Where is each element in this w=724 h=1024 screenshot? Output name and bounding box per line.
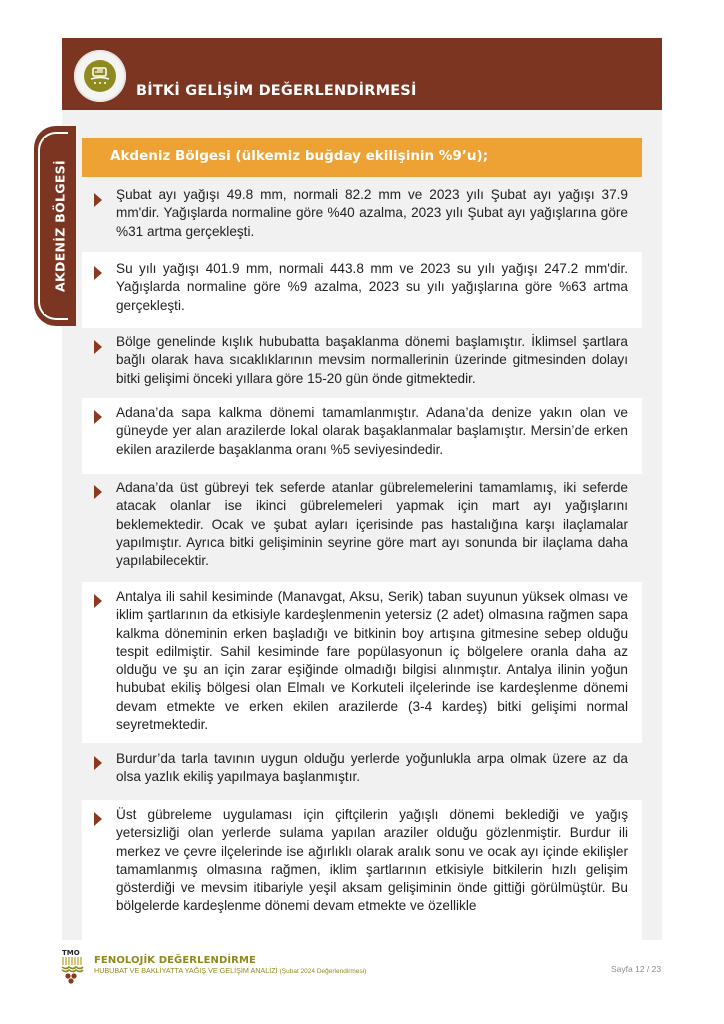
bullet-item — [82, 476, 642, 580]
section-title: Akdeniz Bölgesi (ülkemiz buğday ekilişinin %9’u); — [110, 148, 489, 164]
bullet-item — [82, 745, 642, 798]
bullet-arrow-icon — [94, 485, 102, 499]
bullet-item — [82, 178, 642, 249]
header-logo — [74, 50, 126, 102]
bullet-text: Su yılı yağışı 401.9 mm, normali 443.8 mm ve 2023 su yılı yağışı 247.2 mm'dir. Yağışlarda normaline göre %9 azalma, 2023 su yılı yağışlarına göre %63 artma gerçekleşti. — [116, 261, 628, 313]
page-title: BİTKİ GELİŞİM DEĞERLENDİRMESİ — [136, 83, 417, 99]
bullet-text: Burdur’da tarla tavının uygun olduğu yerlerde yoğunlukla arpa olmak üzere az da olsa yazlık ekiliş yapılmaya başlanmıştır. — [116, 751, 628, 785]
bullet-item — [82, 582, 642, 743]
bullet-text: Adana’da üst gübreyi tek seferde atanlar gübrelemelerini tamamlamış, iki seferde atacak olanlar ise ikinci gübrelemeleri yapmak için mart ayı yağışlarını beklemektedir. Ocak ve şubat ayları içerisinde pas hastalığına karşı ilaçlamalar yapılmıştır. Ayrıca bitki gelişiminin seyrine göre mart ayı sonunda bir ilaçlama daha yapılabilecektir. — [116, 480, 628, 569]
page-number: Sayfa 12 / 23 — [611, 964, 662, 974]
bullet-arrow-icon — [94, 340, 102, 354]
footer-subtitle-text: HUBUBAT VE BAKLİYATTA YAĞIŞ VE GELİŞİM ANALİZİ — [94, 966, 278, 975]
bullet-text: Şubat ayı yağışı 49.8 mm, normali 82.2 mm ve 2023 yılı Şubat ayı yağışı 37.9 mm'dir. Yağışlarda normaline göre %40 azalma, 2023 yılı Şubat ayı yağışlarına göre %31 artma gerçekleşti. — [116, 187, 628, 239]
bullet-item — [82, 398, 642, 474]
footer-subtitle-note: (Şubat 2024 Değerlendirmesi) — [279, 968, 367, 975]
bullet-arrow-icon — [94, 410, 102, 424]
handshake-emblem-icon — [84, 60, 116, 92]
bullet-text: Antalya ili sahil kesiminde (Manavgat, Aksu, Serik) taban suyunun yüksek olması ve iklim şartlarının da etkisiyle kardeşlenmenin yetersiz (2 adet) olmasına rağmen sapa kalkma döneminin erken başladığı ve bitkinin boy artışına gitmesine sebep olduğu tespit edilmiştir. Sahil kesiminde fare popülasyonun iç bölgelere oranla daha az olduğu ve şu an için zarar eşiğinde olmadığı bilgisi alınmıştır. Antalya ilinin yoğun hububat ekiliş bölgesi olan Elmalı ve Korkuteli ilçelerinde ise kardeşlenme dönemi devam etmekte ve erken ekilen arazilerde (3-4 kardeş) bitki gelişimi normal seyretmektedir. — [116, 589, 628, 733]
bullet-item — [82, 252, 642, 328]
bullet-item — [82, 330, 642, 396]
bullet-text: Üst gübreleme uygulaması için çiftçilerin yağışlı dönemi beklediği ve yağış yetersizliği olan yerlerde sulama yapılan araziler olduğu gözlenmiştir. Burdur ili merkez ve çevre ilçelerinde ise ağırlıklı olarak aralık sonu ve ocak ayı içinde ekilişler tamamlanmış olmasına rağmen, iklim şartlarının etkisiyle bitkilerin hızlı gelişim gösterdiği ve mevsim itibariyle yeşil aksam gelişiminin önde gittiği görülmüştür. Bu bölgelerde kardeşlenme dönemi devam etmekte ve özellikle — [116, 807, 628, 914]
svg-text:TMO: TMO — [62, 949, 80, 957]
bullet-arrow-icon — [94, 594, 102, 608]
bullet-arrow-icon — [94, 812, 102, 826]
bullet-text: Bölge genelinde kışlık hububatta başaklanma dönemi başlamıştır. İklimsel şartlara bağlı olarak hava sıcaklıklarının mevsim normallerinin üzerinde gitmesinden dolayı bitki gelişimi önceki yıllara göre 15-20 gün önde gitmektedir. — [116, 334, 628, 386]
footer-title: FENOLOJİK DEĞERLENDİRME — [94, 955, 256, 966]
bullet-text: Adana’da sapa kalkma dönemi tamamlanmıştır. Adana’da denize yakın olan ve güneyde yer alan arazilerde lokal olarak başaklanmalar başlamıştır. Mersin’de erken ekilen arazilerde başaklanma oranı %5 seviyesindedir. — [116, 405, 628, 457]
bullet-arrow-icon — [94, 756, 102, 770]
bullet-arrow-icon — [94, 266, 102, 280]
bullet-arrow-icon — [94, 193, 102, 207]
tmo-logo-icon — [60, 948, 90, 984]
header-bar — [62, 38, 662, 110]
bullet-item — [82, 800, 642, 940]
footer-subtitle — [94, 966, 366, 975]
side-tab-label: AKDENİZ BÖLGESİ — [52, 160, 68, 292]
